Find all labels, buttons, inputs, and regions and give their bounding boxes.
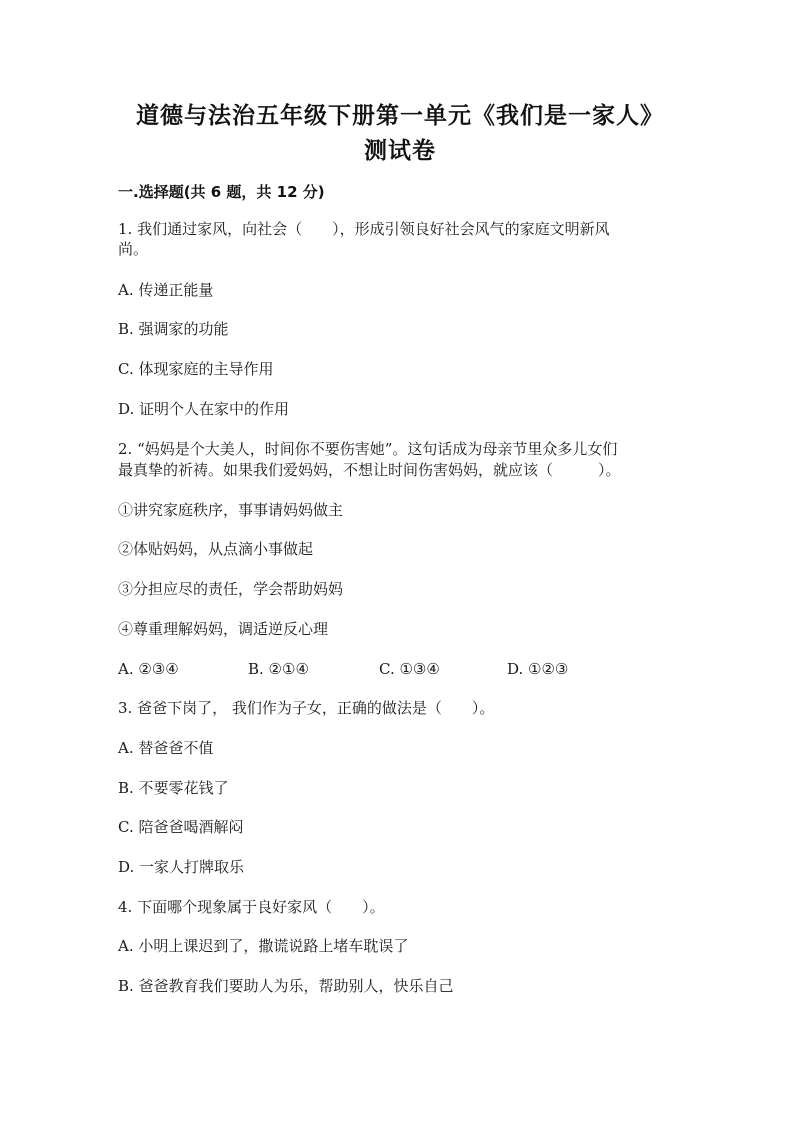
question-1-option-d: D. 证明个人在家中的作用 <box>118 400 290 418</box>
question-2-statement-4: ④尊重理解妈妈，调适逆反心理 <box>118 620 329 638</box>
question-1-option-a: A. 传递正能量 <box>118 281 214 299</box>
question-4-stem: 4. 下面哪个现象属于良好家风（ ）。 <box>118 898 385 916</box>
question-2-option-b: B. ②①④ <box>248 660 309 678</box>
question-4-option-a: A. 小明上课迟到了，撒谎说路上堵车耽误了 <box>118 937 409 955</box>
question-1-stem-line-2: 尚。 <box>118 240 149 258</box>
question-2-statement-2: ②体贴妈妈，从点滴小事做起 <box>118 540 314 558</box>
question-3-option-b: B. 不要零花钱了 <box>118 779 229 797</box>
question-3-stem: 3. 爸爸下岗了， 我们作为子女，正确的做法是（ ）。 <box>118 699 495 717</box>
question-2-option-c: C. ①③④ <box>379 660 440 678</box>
question-2-stem-line-2: 最真挚的祈祷。如果我们爱妈妈，不想让时间伤害妈妈，就应该（ ）。 <box>118 461 621 479</box>
question-4-option-b: B. 爸爸教育我们要助人为乐，帮助别人，快乐自己 <box>118 977 454 995</box>
exam-subtitle: 测试卷 <box>364 138 436 164</box>
question-2-statement-1: ①讲究家庭秩序，事事请妈妈做主 <box>118 501 344 519</box>
question-1-option-c: C. 体现家庭的主导作用 <box>118 360 274 378</box>
question-2-stem-line-1: 2. “妈妈是个大美人，时间你不要伤害她”。这句话成为母亲节里众多儿女们 <box>118 440 618 458</box>
section-heading: 一.选择题(共 6 题，共 12 分) <box>118 183 325 201</box>
question-2-option-a: A. ②③④ <box>118 660 179 678</box>
question-2-options-row <box>118 658 718 680</box>
question-3-option-d: D. 一家人打牌取乐 <box>118 858 245 876</box>
question-3-option-c: C. 陪爸爸喝酒解闷 <box>118 818 244 836</box>
question-1-stem-line-1: 1. 我们通过家风，向社会（ ），形成引领良好社会风气的家庭文明新风 <box>118 220 610 238</box>
question-2-option-d: D. ①②③ <box>507 660 569 678</box>
question-1-option-b: B. 强调家的功能 <box>118 320 229 338</box>
exam-title: 道德与法治五年级下册第一单元《我们是一家人》 <box>136 103 664 129</box>
question-3-option-a: A. 替爸爸不值 <box>118 739 214 757</box>
question-2-statement-3: ③分担应尽的责任，学会帮助妈妈 <box>118 580 344 598</box>
